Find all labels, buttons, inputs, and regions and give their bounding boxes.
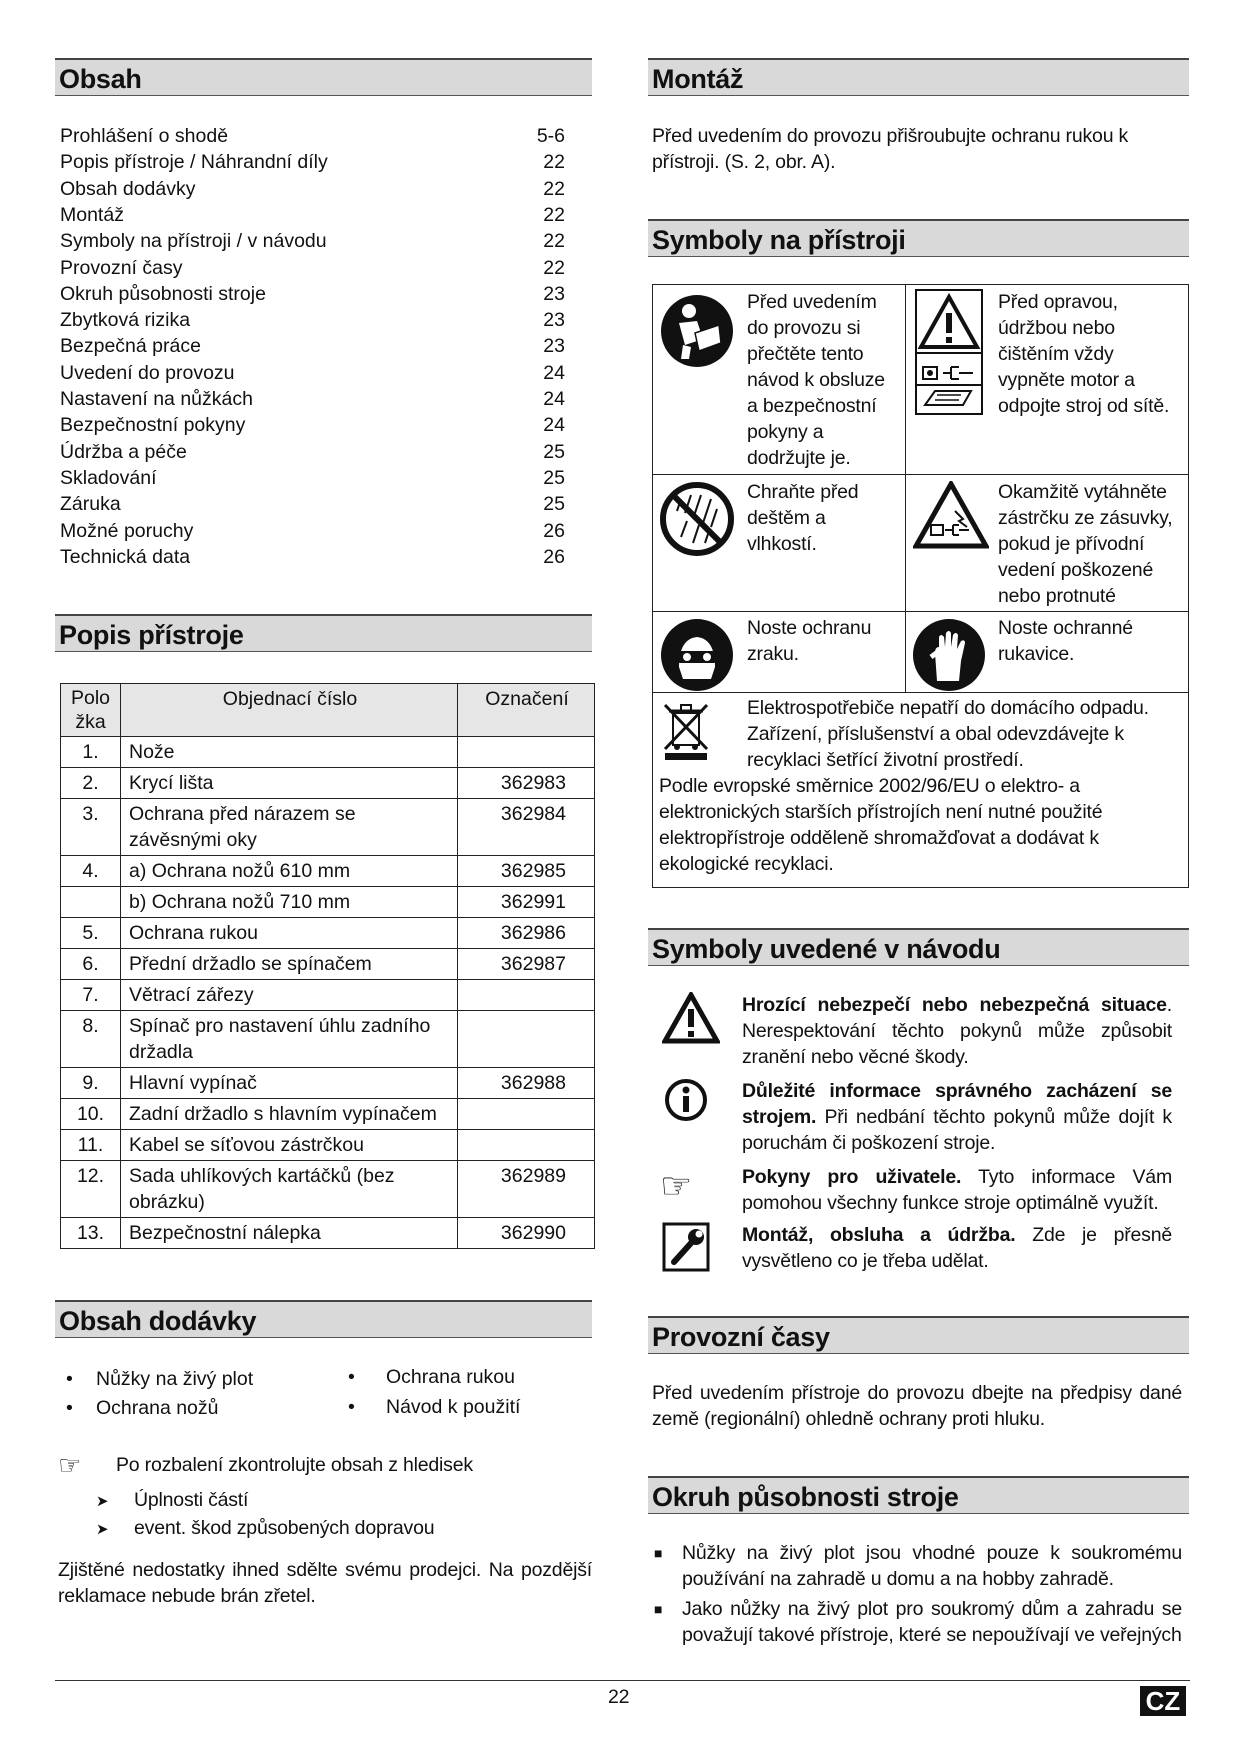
- toc-page: 22: [543, 203, 565, 226]
- part-position: 12.: [61, 1161, 121, 1218]
- toc-page: 23: [543, 335, 565, 358]
- part-position: 8.: [61, 1011, 121, 1068]
- part-position: 2.: [61, 768, 121, 799]
- part-number: [458, 980, 595, 1011]
- info-assembly-text: Zde je přesně vysvětleno co je třeba udělat.: [742, 1224, 1172, 1272]
- toc-label: Provozní časy: [60, 256, 183, 279]
- part-position: 4.: [61, 856, 121, 887]
- section-header-obsah: Obsah: [55, 58, 592, 96]
- col-header-pos: Polo žka: [61, 684, 121, 737]
- section-header-symboly: Symboly na přístroji: [648, 219, 1189, 257]
- table-row: [61, 949, 595, 980]
- info-assembly-bold: Montáž, obsluha a údržba.: [742, 1224, 1016, 1246]
- toc-entry[interactable]: [60, 202, 565, 228]
- symbol-damaged-cable-text: Okamžitě vytáhněte zástrčku ze zásuvky, pokud je přívodní vedení poškozené nebo protnuté: [998, 481, 1173, 607]
- crossed-bin-icon: [661, 699, 711, 761]
- toc-page: 24: [543, 414, 565, 437]
- delivery-item: Ochrana nožů: [96, 1397, 219, 1419]
- toc-label: Bezpečná práce: [60, 335, 201, 358]
- toc-label: Uvedení do provozu: [60, 361, 235, 384]
- part-name: b) Ochrana nožů 710 mm: [121, 887, 458, 918]
- part-name: Bezpečnostní nálepka: [121, 1218, 458, 1249]
- toc-page: 24: [543, 361, 565, 384]
- col-header-order: Objednací číslo: [121, 684, 458, 737]
- toc-entry[interactable]: [60, 360, 565, 386]
- country-badge: CZ: [1140, 1686, 1186, 1716]
- toc-page: 22: [543, 256, 565, 279]
- toc-entry[interactable]: [60, 518, 565, 544]
- toc-page: 26: [543, 545, 565, 568]
- part-number: 362989: [458, 1161, 595, 1218]
- toc-page: 23: [543, 282, 565, 305]
- info-danger: [742, 992, 1172, 1070]
- toc-entry[interactable]: [60, 386, 565, 412]
- table-row: [61, 768, 595, 799]
- delivery-item: Nůžky na živý plot: [96, 1368, 254, 1390]
- toc-entry[interactable]: [60, 228, 565, 254]
- weee-directive-text: Podle evropské směrnice 2002/96/EU o elektro- a elektronických starších přístrojích není nutné použité elektropřístroje odděleně shromažďovat a dodávat k ekologické recyklaci.: [659, 775, 1103, 875]
- part-number: 362991: [458, 887, 595, 918]
- table-row: [61, 918, 595, 949]
- toc-label: Možné poruchy: [60, 519, 194, 542]
- part-number: 362990: [458, 1218, 595, 1249]
- toc-entry[interactable]: [60, 281, 565, 307]
- part-name: Ochrana před nárazem se závěsnými oky: [121, 799, 458, 856]
- section-header-montaz: Montáž: [648, 58, 1189, 96]
- info-icon: [664, 1078, 708, 1122]
- part-number: 362987: [458, 949, 595, 980]
- toc-label: Zbytková rizika: [60, 309, 191, 332]
- part-name: Větrací zářezy: [121, 980, 458, 1011]
- toc-page: 24: [543, 388, 565, 410]
- toc-label: Prohlášení o shodě: [60, 125, 229, 147]
- toc-label: Technická data: [60, 545, 191, 568]
- toc-label: Bezpečnostní pokyny: [60, 414, 246, 437]
- toc-label: Obsah dodávky: [60, 177, 196, 200]
- toc-label: Popis přístroje / Náhrandní díly: [60, 151, 328, 174]
- part-number: 362985: [458, 856, 595, 887]
- arrow-bullet-icon: ➤: [96, 1521, 109, 1538]
- part-position: 3.: [61, 799, 121, 856]
- defects-paragraph: Zjištěné nedostatky ihned sdělte svému prodejci. Na pozdější reklamace nebude brán zřetel.: [58, 1559, 592, 1607]
- pointing-hand-icon: ☞: [660, 1165, 693, 1206]
- wrench-icon: [662, 1222, 710, 1272]
- symbol-gloves-text: Noste ochranné rukavice.: [998, 617, 1133, 665]
- table-row: [61, 887, 595, 918]
- toc-label: Skladování: [60, 466, 157, 489]
- section-header-okruh: Okruh působnosti stroje: [648, 1476, 1189, 1514]
- toc-entry[interactable]: [60, 412, 565, 438]
- info-important-text: Při nedbání těchto pokynů může dojít k poruchám či poškození stroje.: [742, 1106, 1172, 1154]
- warning-unplug-icon: [915, 289, 983, 415]
- part-position: 6.: [61, 949, 121, 980]
- table-row: [61, 856, 595, 887]
- table-row: [61, 1099, 595, 1130]
- square-bullet-icon: ■: [654, 1601, 663, 1617]
- table-row: [61, 980, 595, 1011]
- col-header-mark: Označení: [458, 684, 595, 737]
- toc-label: Okruh působnosti stroje: [60, 282, 266, 305]
- arrow-bullet-icon: ➤: [96, 1493, 109, 1510]
- part-number: 362983: [458, 768, 595, 799]
- section-header-popis: Popis přístroje: [55, 614, 592, 652]
- part-position: 11.: [61, 1130, 121, 1161]
- footer-divider: [55, 1680, 1190, 1681]
- part-number: 362988: [458, 1068, 595, 1099]
- info-danger-text: . Nerespektování těchto pokynů může způsobit zranění nebo věcné škody.: [742, 994, 1172, 1068]
- symbol-no-rain-text: Chraňte před deštěm a vlhkostí.: [747, 481, 859, 555]
- part-position: 1.: [61, 737, 121, 768]
- toc-page: 25: [543, 466, 565, 489]
- toc-page: 25: [543, 493, 565, 516]
- part-name: Kabel se síťovou zástrčkou: [121, 1130, 458, 1161]
- table-row: [61, 1218, 595, 1249]
- part-number: [458, 1099, 595, 1130]
- part-position: 10.: [61, 1099, 121, 1130]
- toc-entry[interactable]: [60, 123, 565, 149]
- montaz-text: Před uvedením do provozu přišroubujte ochranu rukou k přístroji. (S. 2, obr. A).: [652, 125, 1129, 173]
- delivery-item: Ochrana rukou: [386, 1366, 515, 1388]
- bullet-dot: •: [348, 1366, 355, 1388]
- toc-page: 22: [543, 230, 565, 253]
- info-user-bold: Pokyny pro uživatele.: [742, 1166, 962, 1188]
- symbols-table: [652, 284, 1189, 888]
- table-row: [61, 1130, 595, 1161]
- part-name: Sada uhlíkových kartáčků (bez obrázku): [121, 1161, 458, 1218]
- part-position: [61, 887, 121, 918]
- part-name: Ochrana rukou: [121, 918, 458, 949]
- table-row: [61, 799, 595, 856]
- pointing-hand-icon: ☞: [58, 1450, 82, 1480]
- toc-entry[interactable]: [60, 544, 565, 570]
- part-position: 7.: [61, 980, 121, 1011]
- part-name: Přední držadlo se spínačem: [121, 949, 458, 980]
- part-number: [458, 1011, 595, 1068]
- toc-page: 26: [543, 519, 565, 542]
- page-number: 22: [608, 1686, 630, 1708]
- table-row: [61, 737, 595, 768]
- toc-page: 22: [543, 151, 565, 174]
- gloves-icon: [911, 617, 987, 693]
- section-header-navod: Symboly uvedené v návodu: [648, 928, 1189, 966]
- eye-protection-icon: [659, 617, 735, 693]
- part-name: Zadní držadlo s hlavním vypínačem: [121, 1099, 458, 1130]
- toc-entry[interactable]: [60, 255, 565, 281]
- part-number: [458, 1130, 595, 1161]
- section-header-casy: Provozní časy: [648, 1316, 1189, 1354]
- toc-page: 5-6: [536, 125, 565, 147]
- toc-entry[interactable]: [60, 491, 565, 517]
- no-rain-icon: [659, 481, 735, 557]
- symbol-read-manual-text: Před uvedením do provozu si přečtěte tento návod k obsluze a bezpečnostní pokyny a dodržujte je.: [747, 291, 885, 469]
- okruh-bullet: Nůžky na živý plot jsou vhodné pouze k soukromému používání na zahradě u domu a na hobby zahradě.: [682, 1542, 1182, 1590]
- toc-entry[interactable]: [60, 149, 565, 175]
- casy-text: Před uvedením přístroje do provozu dbejte na předpisy dané země (regionální) ohledně ochrany proti hluku.: [652, 1382, 1182, 1430]
- part-position: 5.: [61, 918, 121, 949]
- info-important-bold: Důležité informace správného zacházení se strojem.: [742, 1080, 1172, 1128]
- toc-label: Nastavení na nůžkách: [60, 388, 253, 410]
- part-name: Spínač pro nastavení úhlu zadního držadla: [121, 1011, 458, 1068]
- toc-label: Symboly na přístroji / v návodu: [60, 230, 327, 253]
- part-position: 9.: [61, 1068, 121, 1099]
- table-row: [61, 1011, 595, 1068]
- toc-label: Údržba a péče: [60, 440, 187, 463]
- table-row: [61, 1161, 595, 1218]
- toc-entry[interactable]: [60, 307, 565, 333]
- part-position: 13.: [61, 1218, 121, 1249]
- toc-page: 22: [543, 177, 565, 200]
- check-note: Po rozbalení zkontrolujte obsah z hledisek: [116, 1454, 473, 1476]
- toc-entry[interactable]: [60, 176, 565, 202]
- warning-triangle-icon: [662, 992, 720, 1044]
- toc-label: Montáž: [60, 203, 124, 226]
- check-item: event. škod způsobených dopravou: [134, 1517, 435, 1539]
- bullet-dot: •: [348, 1396, 355, 1418]
- table-row: [61, 1068, 595, 1099]
- square-bullet-icon: ■: [654, 1545, 663, 1561]
- symbol-unplug-text: Před opravou, údržbou nebo čištěním vždy vypněte motor a odpojte stroj od sítě.: [998, 291, 1170, 417]
- parts-table: [60, 683, 595, 1249]
- part-name: Nože: [121, 737, 458, 768]
- info-user-text: Tyto informace Vám pomohou všechny funkce stroje optimálně využít.: [742, 1166, 1172, 1214]
- toc-page: 25: [543, 440, 565, 463]
- toc-label: Záruka: [60, 493, 121, 516]
- part-number: [458, 737, 595, 768]
- part-number: 362984: [458, 799, 595, 856]
- section-header-dodavka: Obsah dodávky: [55, 1300, 592, 1338]
- toc-page: 23: [543, 309, 565, 332]
- delivery-item: Návod k použití: [386, 1396, 521, 1418]
- damaged-cable-warning-icon: [913, 481, 989, 549]
- info-danger-bold: Hrozící nebezpečí nebo nebezpečná situace: [742, 994, 1167, 1016]
- part-name: Hlavní vypínač: [121, 1068, 458, 1099]
- symbol-eye-protection-text: Noste ochranu zraku.: [747, 617, 872, 665]
- read-manual-icon: [659, 293, 735, 369]
- weee-text: Elektrospotřebiče nepatří do domácího odpadu. Zařízení, příslušenství a obal odevzdávejte k recyklaci šetřící životní prostředí.: [747, 697, 1149, 771]
- toc-entry[interactable]: [60, 465, 565, 491]
- part-name: Krycí lišta: [121, 768, 458, 799]
- toc-entry[interactable]: [60, 439, 565, 465]
- check-item: Úplnosti částí: [134, 1489, 249, 1511]
- info-important: [742, 1078, 1172, 1156]
- info-assembly: [742, 1222, 1172, 1274]
- bullet-dot: •: [66, 1397, 73, 1419]
- okruh-bullet: Jako nůžky na živý plot pro soukromý dům a zahradu se považují takové přístroje, které se nepoužívají ve veřejných: [682, 1598, 1182, 1646]
- bullet-dot: •: [66, 1368, 73, 1390]
- info-user: [742, 1164, 1172, 1216]
- part-name: a) Ochrana nožů 610 mm: [121, 856, 458, 887]
- part-number: 362986: [458, 918, 595, 949]
- toc-entry[interactable]: [60, 333, 565, 359]
